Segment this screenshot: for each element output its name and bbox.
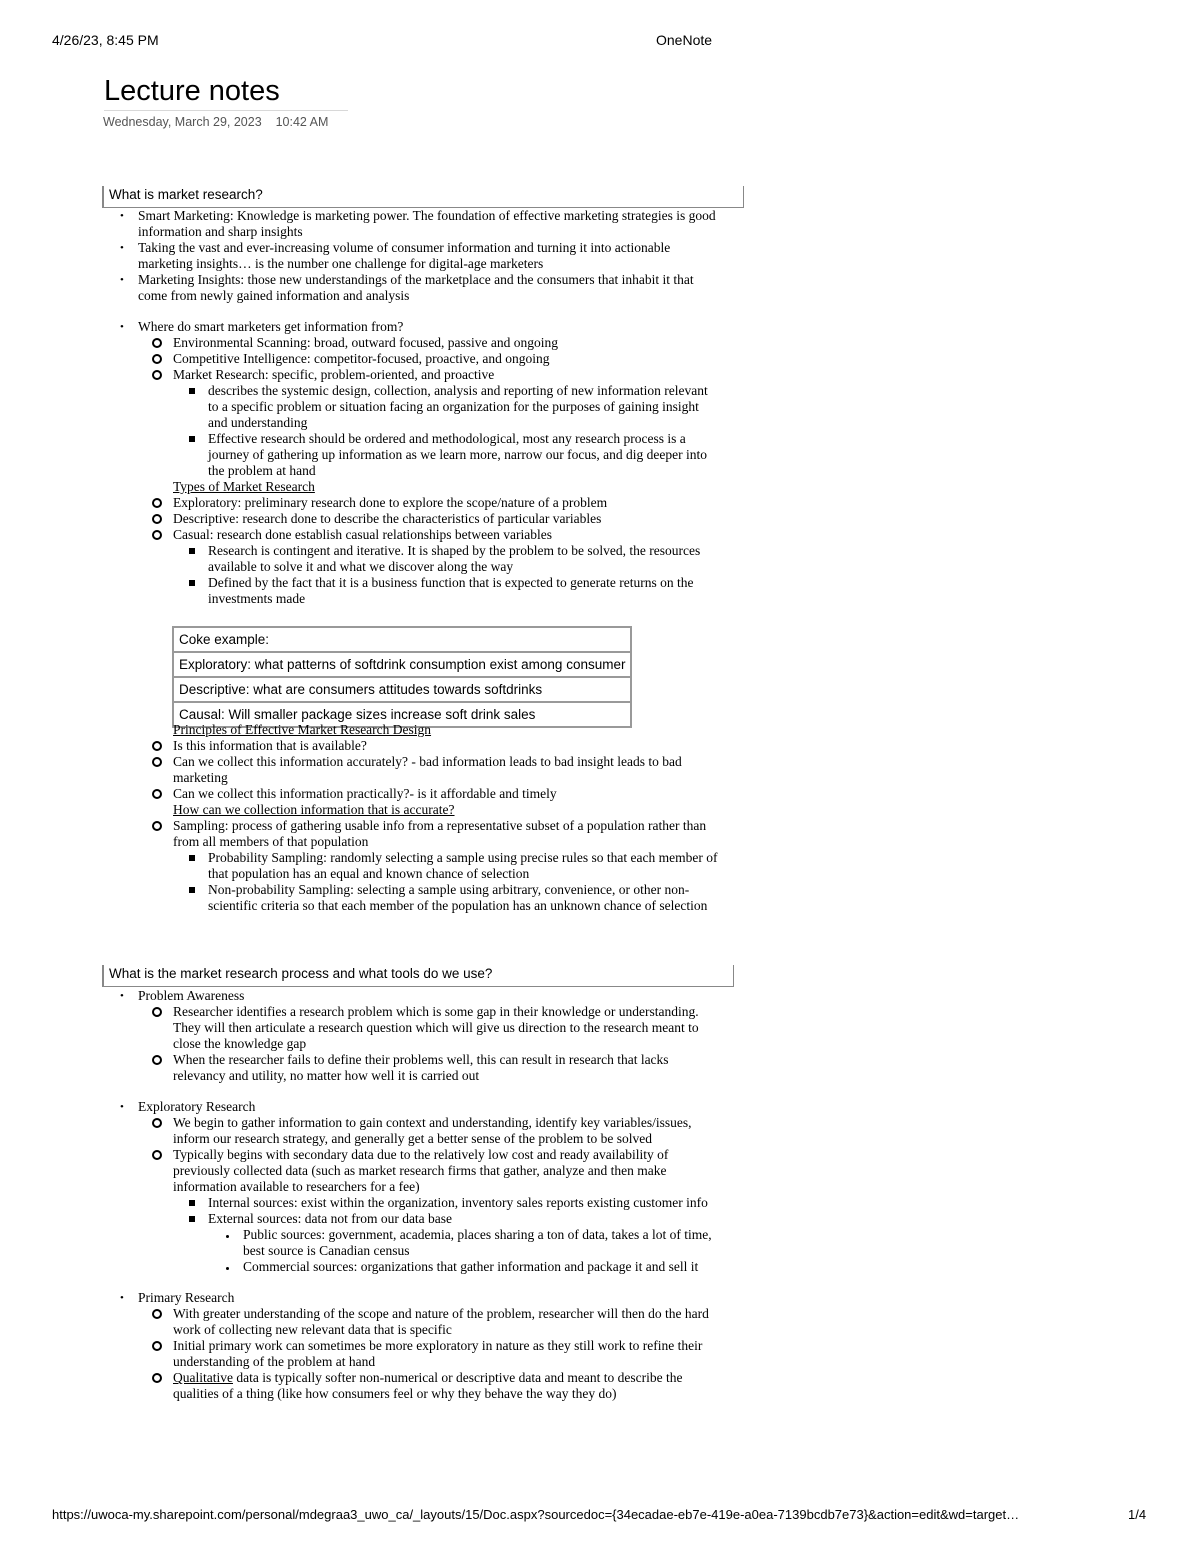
bullet-dot: • (120, 242, 124, 254)
list-item: With greater understanding of the scope and nature of the problem, researcher will then do the hard work of collecting new relevant data that is specific (118, 1306, 718, 1338)
list-item: Initial primary work can sometimes be more exploratory in nature as they still work to refine their understanding of the problem at hand (118, 1338, 718, 1370)
list-item: Competitive Intelligence: competitor-focused, proactive, and ongoing (118, 351, 718, 367)
print-app-name: OneNote (656, 32, 713, 48)
bullet-small-dot (226, 1259, 229, 1275)
list-item: Effective research should be ordered and methodological, most any research process is a journey of gathering up information as we learn more, narrow our focus, and dig deeper into the problem at hand (118, 431, 718, 479)
bullet-ring (152, 1147, 162, 1165)
list-item: Descriptive: research done to describe the characteristics of particular variables (118, 511, 718, 527)
section1-list-continued (118, 722, 718, 914)
print-url: https://uwoca-my.sharepoint.com/personal/mdegraa3_uwo_ca/_layouts/15/Doc.aspx?sourcedoc={34ecadae-eb7e-419e-a0ea-7139bcdb7e73}&action=edit&wd=target… (52, 1507, 1020, 1522)
bullet-square (189, 882, 195, 898)
table-cell: Descriptive: what are consumers attitudes towards softdrinks (173, 677, 631, 702)
qualitative-term: Qualitative (173, 1370, 233, 1385)
bullet-square (189, 1211, 195, 1227)
list-item: Public sources: government, academia, places sharing a ton of data, takes a lot of time, best source is Canadian census (118, 1227, 718, 1259)
section-heading-research-process: What is the market research process and what tools do we use? (102, 965, 734, 987)
table-cell: Exploratory: what patterns of softdrink consumption exist among consumer (173, 652, 631, 677)
section-heading-market-research: What is market research? (102, 186, 744, 208)
bullet-dot: • (120, 321, 124, 333)
list-item: • Exploratory Research (120, 1099, 256, 1114)
list-item: Non-probability Sampling: selecting a sample using arbitrary, convenience, or other non-scientific criteria so that each member of the population has an unknown chance of selection (118, 882, 718, 914)
list-item: Can we collect this information accurately? - bad information leads to bad insight leads to bad marketing (118, 754, 718, 786)
bullet-ring (152, 1004, 162, 1022)
bullet-square (189, 543, 195, 559)
subheading-types: Types of Market Research (173, 479, 315, 494)
section1-list (118, 208, 718, 607)
list-item: • Primary Research (120, 1290, 235, 1305)
subheading-principles: Principles of Effective Market Research Design (173, 722, 432, 737)
bullet-ring (152, 1115, 162, 1133)
bullet-dot: • (120, 1101, 124, 1113)
list-item: Environmental Scanning: broad, outward focused, passive and ongoing (118, 335, 718, 351)
page-number: 1/4 (1128, 1507, 1147, 1522)
print-datetime: 4/26/23, 8:45 PM (52, 32, 159, 48)
bullet-ring (152, 818, 162, 836)
list-item: We begin to gather information to gain context and understanding, identify key variables/issues, inform our research strategy, and generally get a better sense of the problem to be solved (118, 1115, 718, 1147)
list-item: • Smart Marketing: Knowledge is marketing power. The foundation of effective marketing strategies is good information and sharp insights (120, 208, 716, 239)
list-item: • Problem Awareness (120, 988, 245, 1003)
page-title: Lecture notes (104, 72, 348, 111)
bullet-square (189, 850, 195, 866)
list-item: Probability Sampling: randomly selecting a sample using precise rules so that each member of that population has an equal and known chance of selection (118, 850, 718, 882)
bullet-square (189, 575, 195, 591)
bullet-ring (152, 1338, 162, 1356)
bullet-small-dot (226, 1227, 229, 1243)
list-item: Can we collect this information practically?- is it affordable and timely (118, 786, 718, 802)
list-item: Researcher identifies a research problem which is some gap in their knowledge or understanding. They will then articulate a research question which will give us direction to the research meant to close the knowledge gap (118, 1004, 718, 1052)
list-item: Is this information that is available? (118, 738, 718, 754)
section2-list (118, 988, 718, 1402)
list-item: Casual: research done establish casual relationships between variables (118, 527, 718, 543)
bullet-dot: • (120, 274, 124, 286)
list-item: Internal sources: exist within the organization, inventory sales reports existing customer info (118, 1195, 718, 1211)
bullet-dot: • (120, 1292, 124, 1304)
page-date: Wednesday, March 29, 2023 10:42 AM (103, 115, 329, 129)
list-item: Qualitative data is typically softer non-numerical or descriptive data and meant to describe the qualities of a thing (like how consumers feel or why they behave the way they do) (118, 1370, 718, 1402)
list-item: • Taking the vast and ever-increasing volume of consumer information and turning it into actionable marketing insights… is the number one challenge for digital-age marketers (120, 240, 671, 271)
bullet-square (189, 1195, 195, 1211)
bullet-dot: • (120, 210, 124, 222)
list-item: Typically begins with secondary data due to the relatively low cost and ready availability of previously collected data (such as market research firms that gather, analyze and then make information available to researchers for a fee) (118, 1147, 718, 1195)
list-item: Research is contingent and iterative. It is shaped by the problem to be solved, the resources available to solve it and what we discover along the way (118, 543, 718, 575)
list-item: External sources: data not from our data base (118, 1211, 718, 1227)
list-item: describes the systemic design, collection, analysis and reporting of new information relevant to a specific problem or situation facing an organization for the purposes of gaining insight and understanding (118, 383, 718, 431)
bullet-ring (152, 1052, 162, 1070)
subheading-accurate: How can we collection information that is accurate? (173, 802, 455, 817)
bullet-dot: • (120, 990, 124, 1002)
list-item: Commercial sources: organizations that gather information and package it and sell it (118, 1259, 718, 1275)
table-cell: Causal: Will smaller package sizes increase soft drink sales (173, 702, 631, 727)
table-cell: Coke example: (173, 627, 631, 652)
list-item: • Marketing Insights: those new understandings of the marketplace and the consumers that inhabit it that come from newly gained information and analysis (120, 272, 694, 303)
list-item: Defined by the fact that it is a business function that is expected to generate returns on the investments made (118, 575, 718, 607)
list-item: Market Research: specific, problem-oriented, and proactive (118, 367, 718, 383)
list-item: • Where do smart marketers get information from? (120, 319, 404, 334)
list-item: When the researcher fails to define their problems well, this can result in research that lacks relevancy and utility, no matter how well it is carried out (118, 1052, 718, 1084)
bullet-ring (152, 1306, 162, 1324)
bullet-ring (152, 754, 162, 772)
bullet-square (189, 383, 195, 399)
list-item: Exploratory: preliminary research done to explore the scope/nature of a problem (118, 495, 718, 511)
coke-example-table (172, 626, 632, 728)
bullet-square (189, 431, 195, 447)
page-time: 10:42 AM (275, 115, 329, 129)
bullet-ring (152, 1370, 162, 1388)
list-item: Sampling: process of gathering usable info from a representative subset of a population rather than from all members of that population (118, 818, 718, 850)
